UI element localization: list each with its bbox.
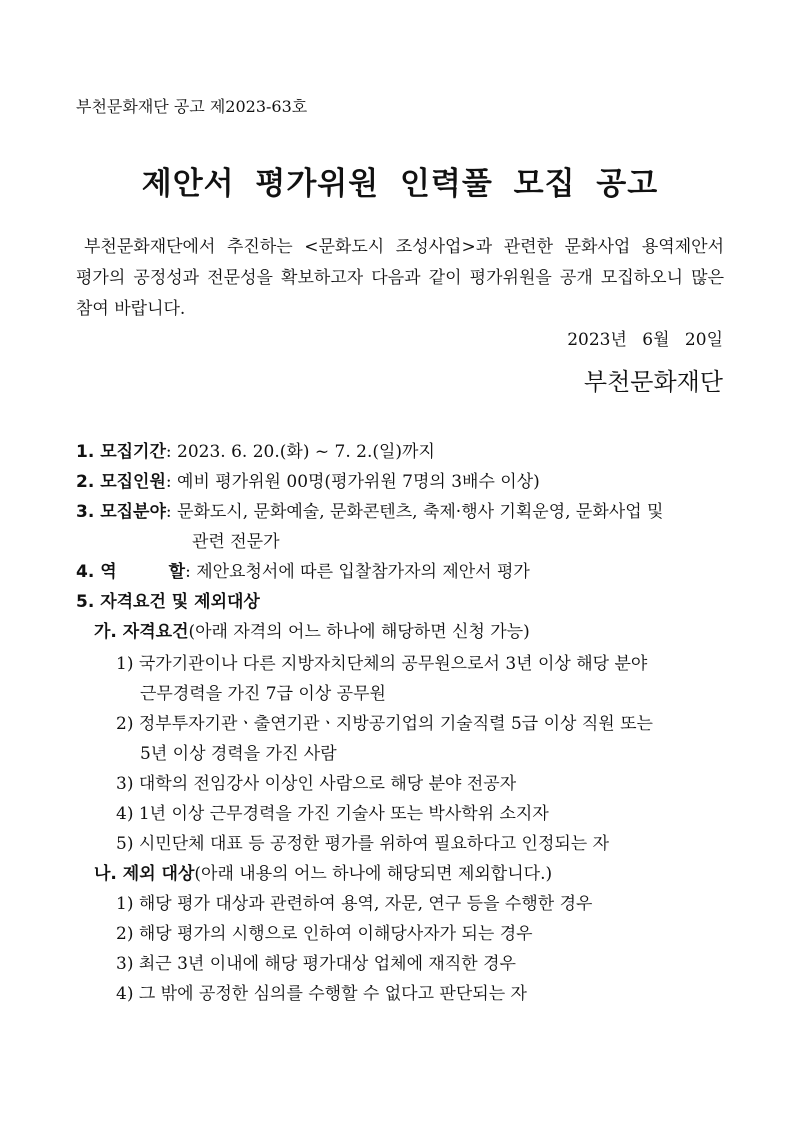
- section-na-entry: 4) 그 밖에 공정한 심의를 수행할 수 없다고 판단되는 자: [116, 984, 527, 1004]
- intro-paragraph: 부천문화재단에서 추진하는 <문화도시 조성사업>과 관련한 문화사업 용역제안서 평가의 공정성과 전문성을 확보하고자 다음과 같이 평가위원을 공개 모집하오니 많은 참여 바랍니다.: [76, 237, 724, 319]
- item-fields-label: 3. 모집분야: [76, 502, 166, 522]
- section-na-entry: 1) 해당 평가 대상과 관련하여 용역, 자문, 연구 등을 수행한 경우: [116, 894, 593, 914]
- item-fields-value: : 문화도시, 문화예술, 문화콘텐츠, 축제·행사 기획운영, 문화사업 및: [165, 502, 664, 522]
- organization-name: 부천문화재단: [583, 368, 723, 396]
- item-fields-value-cont: 관련 전문가: [192, 532, 280, 552]
- page-title: 제안서 평가위원 인력풀 모집 공고: [141, 166, 659, 202]
- section-na-note: (아래 내용의 어느 하나에 해당되면 제외합니다.): [194, 864, 553, 884]
- section-ga-heading: [94, 617, 530, 642]
- item-role-label-2: 할: [168, 562, 186, 582]
- section-ga-entry: 3) 대학의 전임강사 이상인 사람으로 해당 분야 전공자: [116, 774, 517, 794]
- item-qualification-heading: 5. 자격요건 및 제외대상: [76, 592, 260, 612]
- item-fields: [76, 497, 663, 522]
- item-recruits-value: : 예비 평가위원 00명(평가위원 7명의 3배수 이상): [165, 472, 540, 492]
- section-ga-entry: 2) 정부투자기관ㆍ출연기관ㆍ지방공기업의 기술직렬 5급 이상 직원 또는: [116, 714, 653, 734]
- section-ga-entry-cont: 근무경력을 가진 7급 이상 공무원: [140, 684, 386, 704]
- section-na-entry: 3) 최근 3년 이내에 해당 평가대상 업체에 재직한 경우: [116, 954, 516, 974]
- section-ga-entry: 4) 1년 이상 근무경력을 가진 기술사 또는 박사학위 소지자: [116, 804, 549, 824]
- item-role-value: : 제안요청서에 따른 입찰참가자의 제안서 평가: [185, 562, 530, 582]
- section-ga-entry-cont: 5년 이상 경력을 가진 사람: [140, 744, 337, 764]
- item-recruits-label: 2. 모집인원: [76, 472, 166, 492]
- item-period-label: 1. 모집기간: [76, 442, 166, 462]
- section-na-heading: [94, 859, 552, 884]
- announcement-number: 부천문화재단 공고 제2023-63호: [76, 97, 308, 116]
- item-period-value: : 2023. 6. 20.(화) ~ 7. 2.(일)까지: [165, 442, 435, 462]
- item-role-label: 4. 역: [76, 562, 117, 582]
- item-role: [76, 557, 530, 582]
- section-na-entry: 2) 해당 평가의 시행으로 인하여 이해당사자가 되는 경우: [116, 924, 533, 944]
- section-ga-label: 가. 자격요건: [94, 622, 189, 642]
- section-ga-note: (아래 자격의 어느 하나에 해당하면 신청 가능): [188, 622, 530, 642]
- section-na-label: 나. 제외 대상: [94, 864, 195, 884]
- section-ga-entry: 1) 국가기관이나 다른 지방자치단체의 공무원으로서 3년 이상 해당 분야: [116, 654, 648, 674]
- item-period: [76, 437, 435, 462]
- item-recruits: [76, 467, 540, 492]
- section-ga-entry: 5) 시민단체 대표 등 공정한 평가를 위하여 필요하다고 인정되는 자: [116, 834, 610, 854]
- announcement-date: 2023년 6월 20일: [567, 330, 723, 350]
